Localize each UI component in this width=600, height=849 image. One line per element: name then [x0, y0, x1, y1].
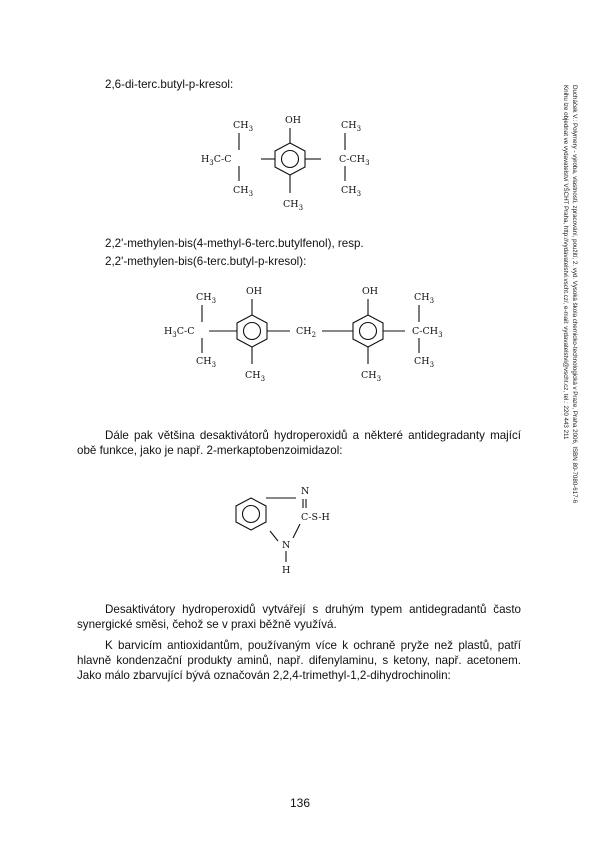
compound1-caption: 2,6-di-terc.butyl-p-kresol:: [105, 78, 234, 91]
left-tbu-h3c-c: $H_3C-C$: [164, 326, 195, 339]
right-c-ch3-label: $C-CH_3$: [339, 154, 370, 167]
left-ch3-bottom-label: $CH_3$: [233, 185, 254, 198]
benzimidazole-benzene-ring: [236, 498, 266, 530]
oh-label: OH: [285, 115, 302, 126]
left-h3c-label: $H_3C-C$: [201, 154, 232, 167]
left-tbu-ch3-bottom: $CH_3$: [196, 356, 217, 369]
compound2-caption-line1: 2,2'-methylen-bis(4-methyl-6-terc.butylfenol), resp.: [105, 237, 364, 250]
sidebar-citation-line1: Ducháček V.: Polymery - výroba, vlastnosti, zpracování, použití, 2. vyd. Vysoká škola chemicko-technologická v Praze, Praha 2006, ISBN 80-7080-617-6: [571, 85, 578, 504]
c-s-h-label: C-S-H: [301, 512, 330, 523]
right-bottom-ch3-label: $CH_3$: [361, 370, 382, 383]
right-tbu-ch3-top: $CH_3$: [414, 292, 435, 305]
n-ring-label: N: [282, 540, 291, 551]
compound2-caption-line2: 2,2'-methylen-bis(6-terc.butyl-p-kresol):: [105, 255, 307, 268]
sidebar-citation-line2: Knihu lze objednat ve vydavatelství VŠCHT Praha, http://vydavatelstvi.vscht.cz/, e-mail: vydavatelstvi@vscht.cz, tel.: 220 443 211: [562, 85, 569, 440]
paragraph-synergie: Desaktivátory hydroperoxidů vytvářejí s druhým typem antidegradantů často synergické směsi, čehož se v praxi běžně využívá.: [77, 603, 521, 631]
paragraph-desaktivatory: Dále pak většina desaktivátorů hydroperoxidů a některé antidegradanty mající obě funkce, jako je např. 2-merkaptobenzoimidazol:: [77, 429, 521, 457]
n-top-label: N: [301, 486, 310, 497]
left-oh-label: OH: [246, 286, 263, 297]
right-tbu-ch3-bottom: $CH_3$: [414, 356, 435, 369]
paragraph-barvici-antioxidanty: K barvicím antioxidantům, používaným více k ochraně pryže než plastů, patří hlavně kondenzační produkty aminů, např. difenylaminu, s ketony, např. acetonem. Jako málo zbarvující bývá označován 2,2,4-trimethyl-1,2-dihydrochinolin:: [77, 639, 521, 682]
right-tbu-c-ch3: $C-CH_3$: [412, 326, 443, 339]
right-ch3-bottom-label: $CH_3$: [341, 185, 362, 198]
page-number: 136: [289, 796, 311, 810]
bottom-ch3-label: $CH_3$: [283, 199, 304, 212]
ch2-bridge-label: $CH_2$: [296, 326, 317, 339]
left-bottom-ch3-label: $CH_3$: [245, 370, 266, 383]
right-ch3-top-label: $CH_3$: [341, 120, 362, 133]
left-tbu-ch3-top: $CH_3$: [196, 292, 217, 305]
right-oh-label: OH: [362, 286, 379, 297]
left-ch3-top-label: $CH_3$: [233, 120, 254, 133]
benzimidazole-aromatic-circle: [243, 506, 260, 523]
nh-h-label: H: [282, 565, 291, 576]
